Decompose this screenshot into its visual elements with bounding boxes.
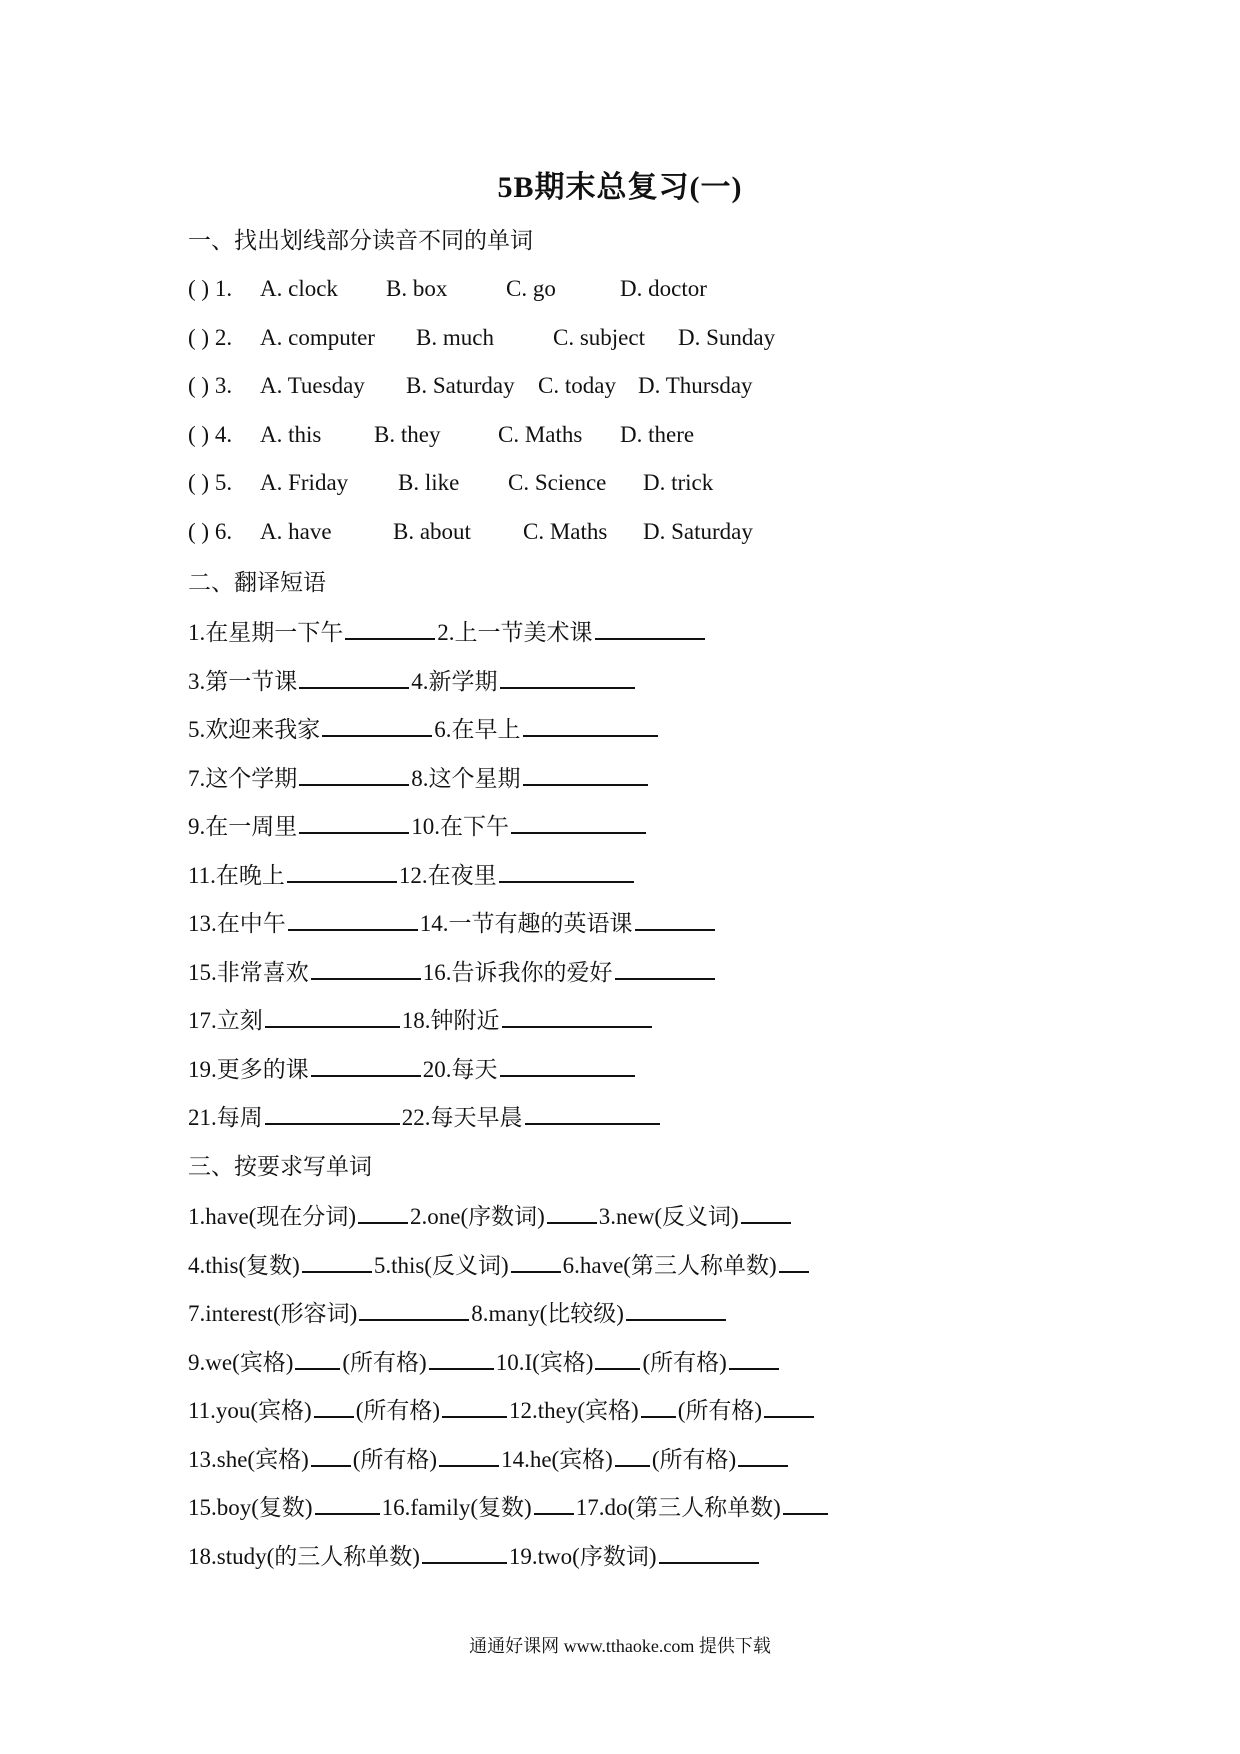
option-a: A. this	[260, 421, 322, 447]
word-prompt: 6.have(第三人称单数)	[562, 1252, 777, 1278]
word-form-row	[188, 1200, 793, 1230]
answer-blank[interactable]	[511, 1249, 561, 1273]
answer-blank[interactable]	[314, 1394, 354, 1418]
answer-blank[interactable]	[626, 1297, 726, 1321]
word-prompt: 7.interest(形容词)	[188, 1301, 358, 1326]
option-b: B. Saturday	[406, 373, 515, 398]
answer-blank[interactable]	[525, 1101, 660, 1125]
option-a: A. clock	[260, 276, 338, 301]
answer-blank[interactable]	[547, 1200, 597, 1224]
option-d: D. there	[620, 421, 695, 447]
phrase-label: 17.立刻	[188, 1008, 263, 1033]
section1-heading: 一、找出划线部分读音不同的单词	[188, 228, 533, 253]
question-number: ( ) 2.	[188, 324, 233, 350]
word-prompt: (所有格)	[651, 1446, 737, 1472]
option-d: D. Thursday	[638, 373, 753, 398]
answer-blank[interactable]	[500, 665, 635, 689]
phrase-label: 10.在下午	[411, 814, 509, 839]
word-prompt: 14.he(宾格)	[501, 1446, 613, 1472]
option-b: B. about	[393, 518, 471, 544]
answer-blank[interactable]	[311, 1053, 421, 1077]
answer-blank[interactable]	[738, 1443, 788, 1467]
option-d: D. doctor	[620, 276, 707, 301]
word-prompt: 18.study(的三人称单数)	[188, 1543, 420, 1569]
answer-blank[interactable]	[345, 616, 435, 640]
phrase-label: 14.一节有趣的英语课	[419, 911, 633, 936]
option-d: D. Saturday	[643, 518, 753, 544]
answer-blank[interactable]	[299, 665, 409, 689]
translation-row	[188, 1004, 654, 1034]
word-prompt: 15.boy(复数)	[188, 1495, 313, 1520]
word-prompt: (所有格)	[352, 1446, 438, 1472]
option-c: C. Science	[508, 470, 607, 495]
answer-blank[interactable]	[288, 907, 418, 931]
option-b: B. much	[416, 324, 494, 350]
phrase-label: 9.在一周里	[188, 814, 298, 839]
option-b: B. box	[386, 276, 448, 301]
word-prompt: 4.this(复数)	[188, 1252, 300, 1278]
translation-row	[188, 665, 637, 695]
answer-blank[interactable]	[322, 713, 432, 737]
option-c: C. subject	[553, 324, 645, 350]
answer-blank[interactable]	[311, 956, 421, 980]
phrase-label: 18.钟附近	[401, 1008, 500, 1033]
phrase-label: 5.欢迎来我家	[188, 717, 321, 742]
option-c: C. go	[506, 276, 556, 301]
answer-blank[interactable]	[429, 1346, 494, 1370]
answer-blank[interactable]	[641, 1394, 676, 1418]
option-d: D. Sunday	[678, 324, 776, 350]
word-prompt: 12.they(宾格)	[509, 1398, 639, 1423]
section3-heading: 三、按要求写单词	[188, 1154, 372, 1179]
translation-row	[188, 956, 717, 986]
word-prompt: 13.she(宾格)	[188, 1446, 309, 1472]
answer-blank[interactable]	[499, 859, 634, 883]
word-prompt: (所有格)	[677, 1398, 763, 1423]
phrase-label: 3.第一节课	[188, 668, 298, 694]
option-c: C. Maths	[498, 421, 583, 447]
answer-blank[interactable]	[315, 1491, 380, 1515]
option-a: A. Friday	[260, 470, 349, 495]
answer-blank[interactable]	[615, 956, 715, 980]
answer-blank[interactable]	[265, 1004, 400, 1028]
word-prompt: 11.you(宾格)	[188, 1398, 312, 1423]
answer-blank[interactable]	[287, 859, 397, 883]
word-form-row	[188, 1394, 816, 1424]
page-title: 5B期末总复习(一)	[497, 171, 743, 204]
question-number: ( ) 5.	[188, 470, 233, 495]
word-prompt: 1.have(现在分词)	[188, 1204, 356, 1229]
question-number: ( ) 3.	[188, 373, 233, 398]
answer-blank[interactable]	[615, 1443, 650, 1467]
question-number: ( ) 4.	[188, 421, 233, 447]
word-prompt: 19.two(序数词)	[508, 1543, 657, 1569]
footer-credit: 通通好课网 www.tthaoke.com 提供下载	[469, 1636, 771, 1656]
option-d: D. trick	[643, 470, 714, 495]
word-form-row	[188, 1443, 790, 1473]
phrase-label: 11.在晚上	[188, 862, 285, 888]
answer-blank[interactable]	[595, 1346, 640, 1370]
phrase-label: 2.上一节美术课	[437, 620, 593, 645]
answer-blank[interactable]	[295, 1346, 340, 1370]
option-a: A. Tuesday	[260, 373, 365, 398]
answer-blank[interactable]	[635, 907, 715, 931]
phrase-label: 8.这个星期	[411, 765, 521, 791]
answer-blank[interactable]	[311, 1443, 351, 1467]
option-a: A. computer	[260, 324, 375, 350]
translation-row	[188, 713, 660, 743]
word-prompt: 16.family(复数)	[381, 1495, 532, 1520]
answer-blank[interactable]	[359, 1297, 469, 1321]
answer-blank[interactable]	[511, 810, 646, 834]
phrase-label: 19.更多的课	[188, 1056, 309, 1082]
word-form-row	[188, 1249, 811, 1279]
word-prompt: (所有格)	[342, 1349, 427, 1375]
translation-row	[188, 616, 707, 646]
answer-blank[interactable]	[779, 1249, 809, 1273]
answer-blank[interactable]	[439, 1443, 499, 1467]
phrase-label: 22.每天早晨	[401, 1105, 523, 1130]
answer-blank[interactable]	[299, 762, 409, 786]
answer-blank[interactable]	[502, 1004, 652, 1028]
word-form-row	[188, 1297, 728, 1327]
phrase-label: 15.非常喜欢	[188, 959, 309, 985]
answer-blank[interactable]	[442, 1394, 507, 1418]
phrase-label: 16.告诉我你的爱好	[422, 959, 613, 985]
word-prompt: 3.new(反义词)	[598, 1204, 739, 1229]
section2-heading: 二、翻译短语	[188, 570, 326, 595]
answer-blank[interactable]	[422, 1540, 507, 1564]
answer-blank[interactable]	[764, 1394, 814, 1418]
option-a: A. have	[260, 518, 332, 544]
word-form-row	[188, 1540, 761, 1570]
word-prompt: 5.this(反义词)	[373, 1252, 509, 1278]
word-form-row	[188, 1491, 830, 1521]
answer-blank[interactable]	[500, 1053, 635, 1077]
translation-row	[188, 1053, 637, 1083]
phrase-label: 13.在中午	[188, 911, 286, 936]
answer-blank[interactable]	[523, 713, 658, 737]
answer-blank[interactable]	[302, 1249, 372, 1273]
answer-blank[interactable]	[659, 1540, 759, 1564]
question-number: ( ) 1.	[188, 276, 233, 301]
phrase-label: 21.每周	[188, 1105, 263, 1130]
translation-row	[188, 810, 648, 840]
answer-blank[interactable]	[265, 1101, 400, 1125]
answer-blank[interactable]	[783, 1491, 828, 1515]
phrase-label: 20.每天	[422, 1056, 498, 1082]
answer-blank[interactable]	[534, 1491, 574, 1515]
answer-blank[interactable]	[595, 616, 705, 640]
translation-row	[188, 907, 717, 937]
word-prompt: 10.I(宾格)	[495, 1349, 594, 1375]
option-c: C. today	[538, 373, 616, 398]
option-b: B. like	[398, 470, 460, 495]
phrase-label: 7.这个学期	[188, 765, 298, 791]
phrase-label: 1.在星期一下午	[188, 620, 344, 645]
translation-row	[188, 762, 650, 792]
answer-blank[interactable]	[741, 1200, 791, 1224]
option-b: B. they	[374, 421, 441, 447]
answer-blank[interactable]	[729, 1346, 779, 1370]
word-prompt: 8.many(比较级)	[471, 1301, 624, 1326]
answer-blank[interactable]	[299, 810, 409, 834]
phrase-label: 4.新学期	[411, 668, 498, 694]
translation-row	[188, 1101, 662, 1131]
word-prompt: 2.one(序数词)	[410, 1204, 545, 1229]
word-prompt: (所有格)	[355, 1398, 441, 1423]
word-prompt: 9.we(宾格)	[188, 1349, 294, 1375]
word-prompt: (所有格)	[642, 1349, 727, 1375]
answer-blank[interactable]	[358, 1200, 408, 1224]
word-form-row	[188, 1346, 781, 1376]
word-prompt: 17.do(第三人称单数)	[575, 1495, 781, 1520]
translation-row	[188, 859, 636, 889]
phrase-label: 12.在夜里	[398, 862, 497, 888]
option-c: C. Maths	[523, 518, 608, 544]
answer-blank[interactable]	[523, 762, 648, 786]
question-number: ( ) 6.	[188, 518, 233, 544]
phrase-label: 6.在早上	[434, 717, 521, 742]
